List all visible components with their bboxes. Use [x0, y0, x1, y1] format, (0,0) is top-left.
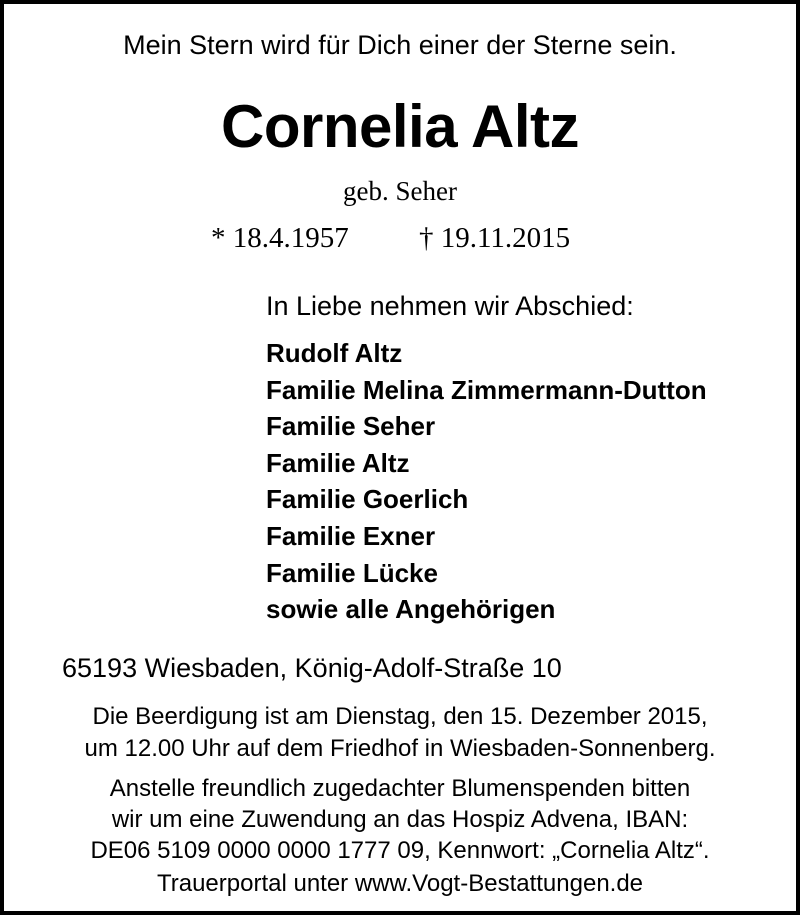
portal-link[interactable]: Trauerportal unter www.Vogt-Bestattungen.de [156, 870, 644, 897]
mourners-list [266, 336, 707, 629]
funeral-info-line: Die Beerdigung ist am Dienstag, den 15. Dezember 2015, [92, 703, 708, 730]
mourner-item: Familie Lücke [266, 557, 438, 588]
mourner-item: Familie Altz [266, 447, 410, 478]
address-line: 65193 Wiesbaden, König-Adolf-Straße 10 [62, 653, 562, 683]
mourner-item: Familie Melina Zimmermann-Dutton [266, 374, 707, 405]
maiden-name: geb. Seher [343, 176, 457, 206]
death-date: † 19.11.2015 [419, 222, 571, 254]
mourner-item: Familie Goerlich [266, 484, 469, 515]
mourner-item: sowie alle Angehörigen [266, 594, 556, 625]
farewell-intro: In Liebe nehmen wir Abschied: [266, 291, 634, 321]
deceased-name: Cornelia Altz [221, 93, 579, 160]
motto-line: Mein Stern wird für Dich einer der Sterne sein. [123, 30, 677, 60]
donation-info-line: wir um eine Zuwendung an das Hospiz Advena, IBAN: [111, 806, 689, 833]
mourner-item: Familie Exner [266, 520, 436, 551]
mourner-item: Rudolf Altz [266, 338, 403, 368]
funeral-info-line: um 12.00 Uhr auf dem Friedhof in Wiesbaden-Sonnenberg. [84, 735, 716, 762]
mourner-item: Familie Seher [266, 411, 436, 442]
donation-info-line: Anstelle freundlich zugedachter Blumenspenden bitten [109, 775, 691, 802]
birth-date: * 18.4.1957 [211, 222, 349, 254]
donation-info-line: DE06 5109 0000 0000 1777 09, Kennwort: „Cornelia Altz“. [90, 837, 710, 864]
